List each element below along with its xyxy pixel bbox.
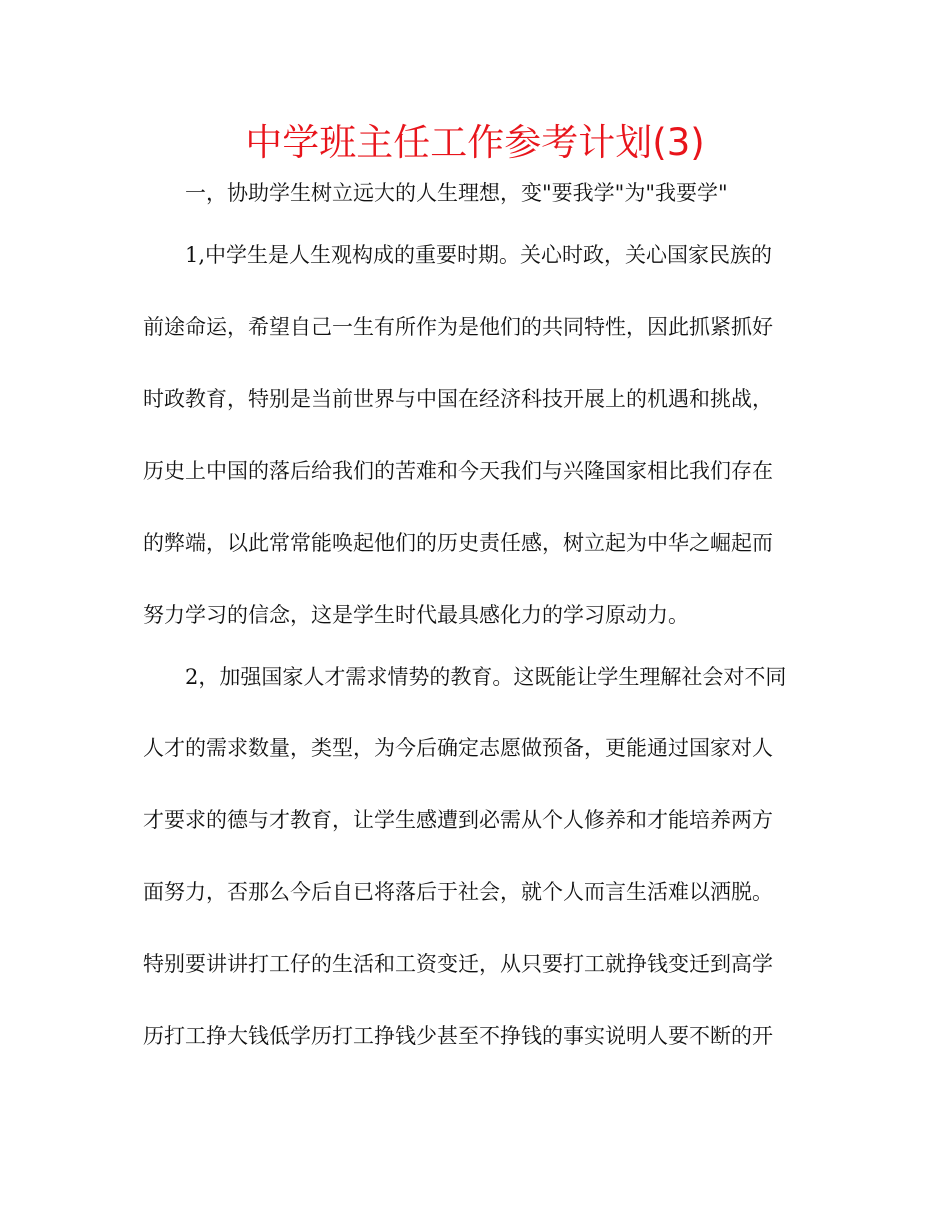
paragraph-line: 特别要讲讲打工仔的生活和工资变迁，从只要打工就挣钱变迁到高学 xyxy=(143,952,773,976)
paragraph-line: 努力学习的信念，这是学生时代最具感化力的学习原动力。 xyxy=(143,603,689,627)
paragraph-line: 时政教育，特别是当前世界与中国在经济科技开展上的机遇和挑战， xyxy=(143,387,773,411)
paragraph-line: 1,中学生是人生观构成的重要时期。关心时政，关心国家民族的 xyxy=(185,243,773,267)
paragraph-line: 2，加强国家人才需求情势的教育。这既能让学生理解社会对不同 xyxy=(185,665,787,689)
paragraph-line: 的弊端，以此常常能唤起他们的历史责任感，树立起为中华之崛起而 xyxy=(143,531,773,555)
paragraph-line: 历打工挣大钱低学历打工挣钱少甚至不挣钱的事实说明人要不断的开 xyxy=(143,1024,773,1048)
paragraph-line: 前途命运，希望自己一生有所作为是他们的共同特性，因此抓紧抓好 xyxy=(143,315,773,339)
paragraph-line: 历史上中国的落后给我们的苦难和今天我们与兴隆国家相比我们存在 xyxy=(143,459,773,483)
section-heading: 一，协助学生树立远大的人生理想，变"要我学"为"我要学" xyxy=(185,181,728,205)
paragraph-line: 面努力，否那么今后自已将落后于社会，就个人而言生活难以洒脱。 xyxy=(143,880,773,904)
paragraph-line: 才要求的德与才教育，让学生感遭到必需从个人修养和才能培养两方 xyxy=(143,808,773,832)
document-title: 中学班主任工作参考计划(3) xyxy=(245,121,705,164)
paragraph-line: 人才的需求数量，类型，为今后确定志愿做预备，更能通过国家对人 xyxy=(143,736,773,760)
